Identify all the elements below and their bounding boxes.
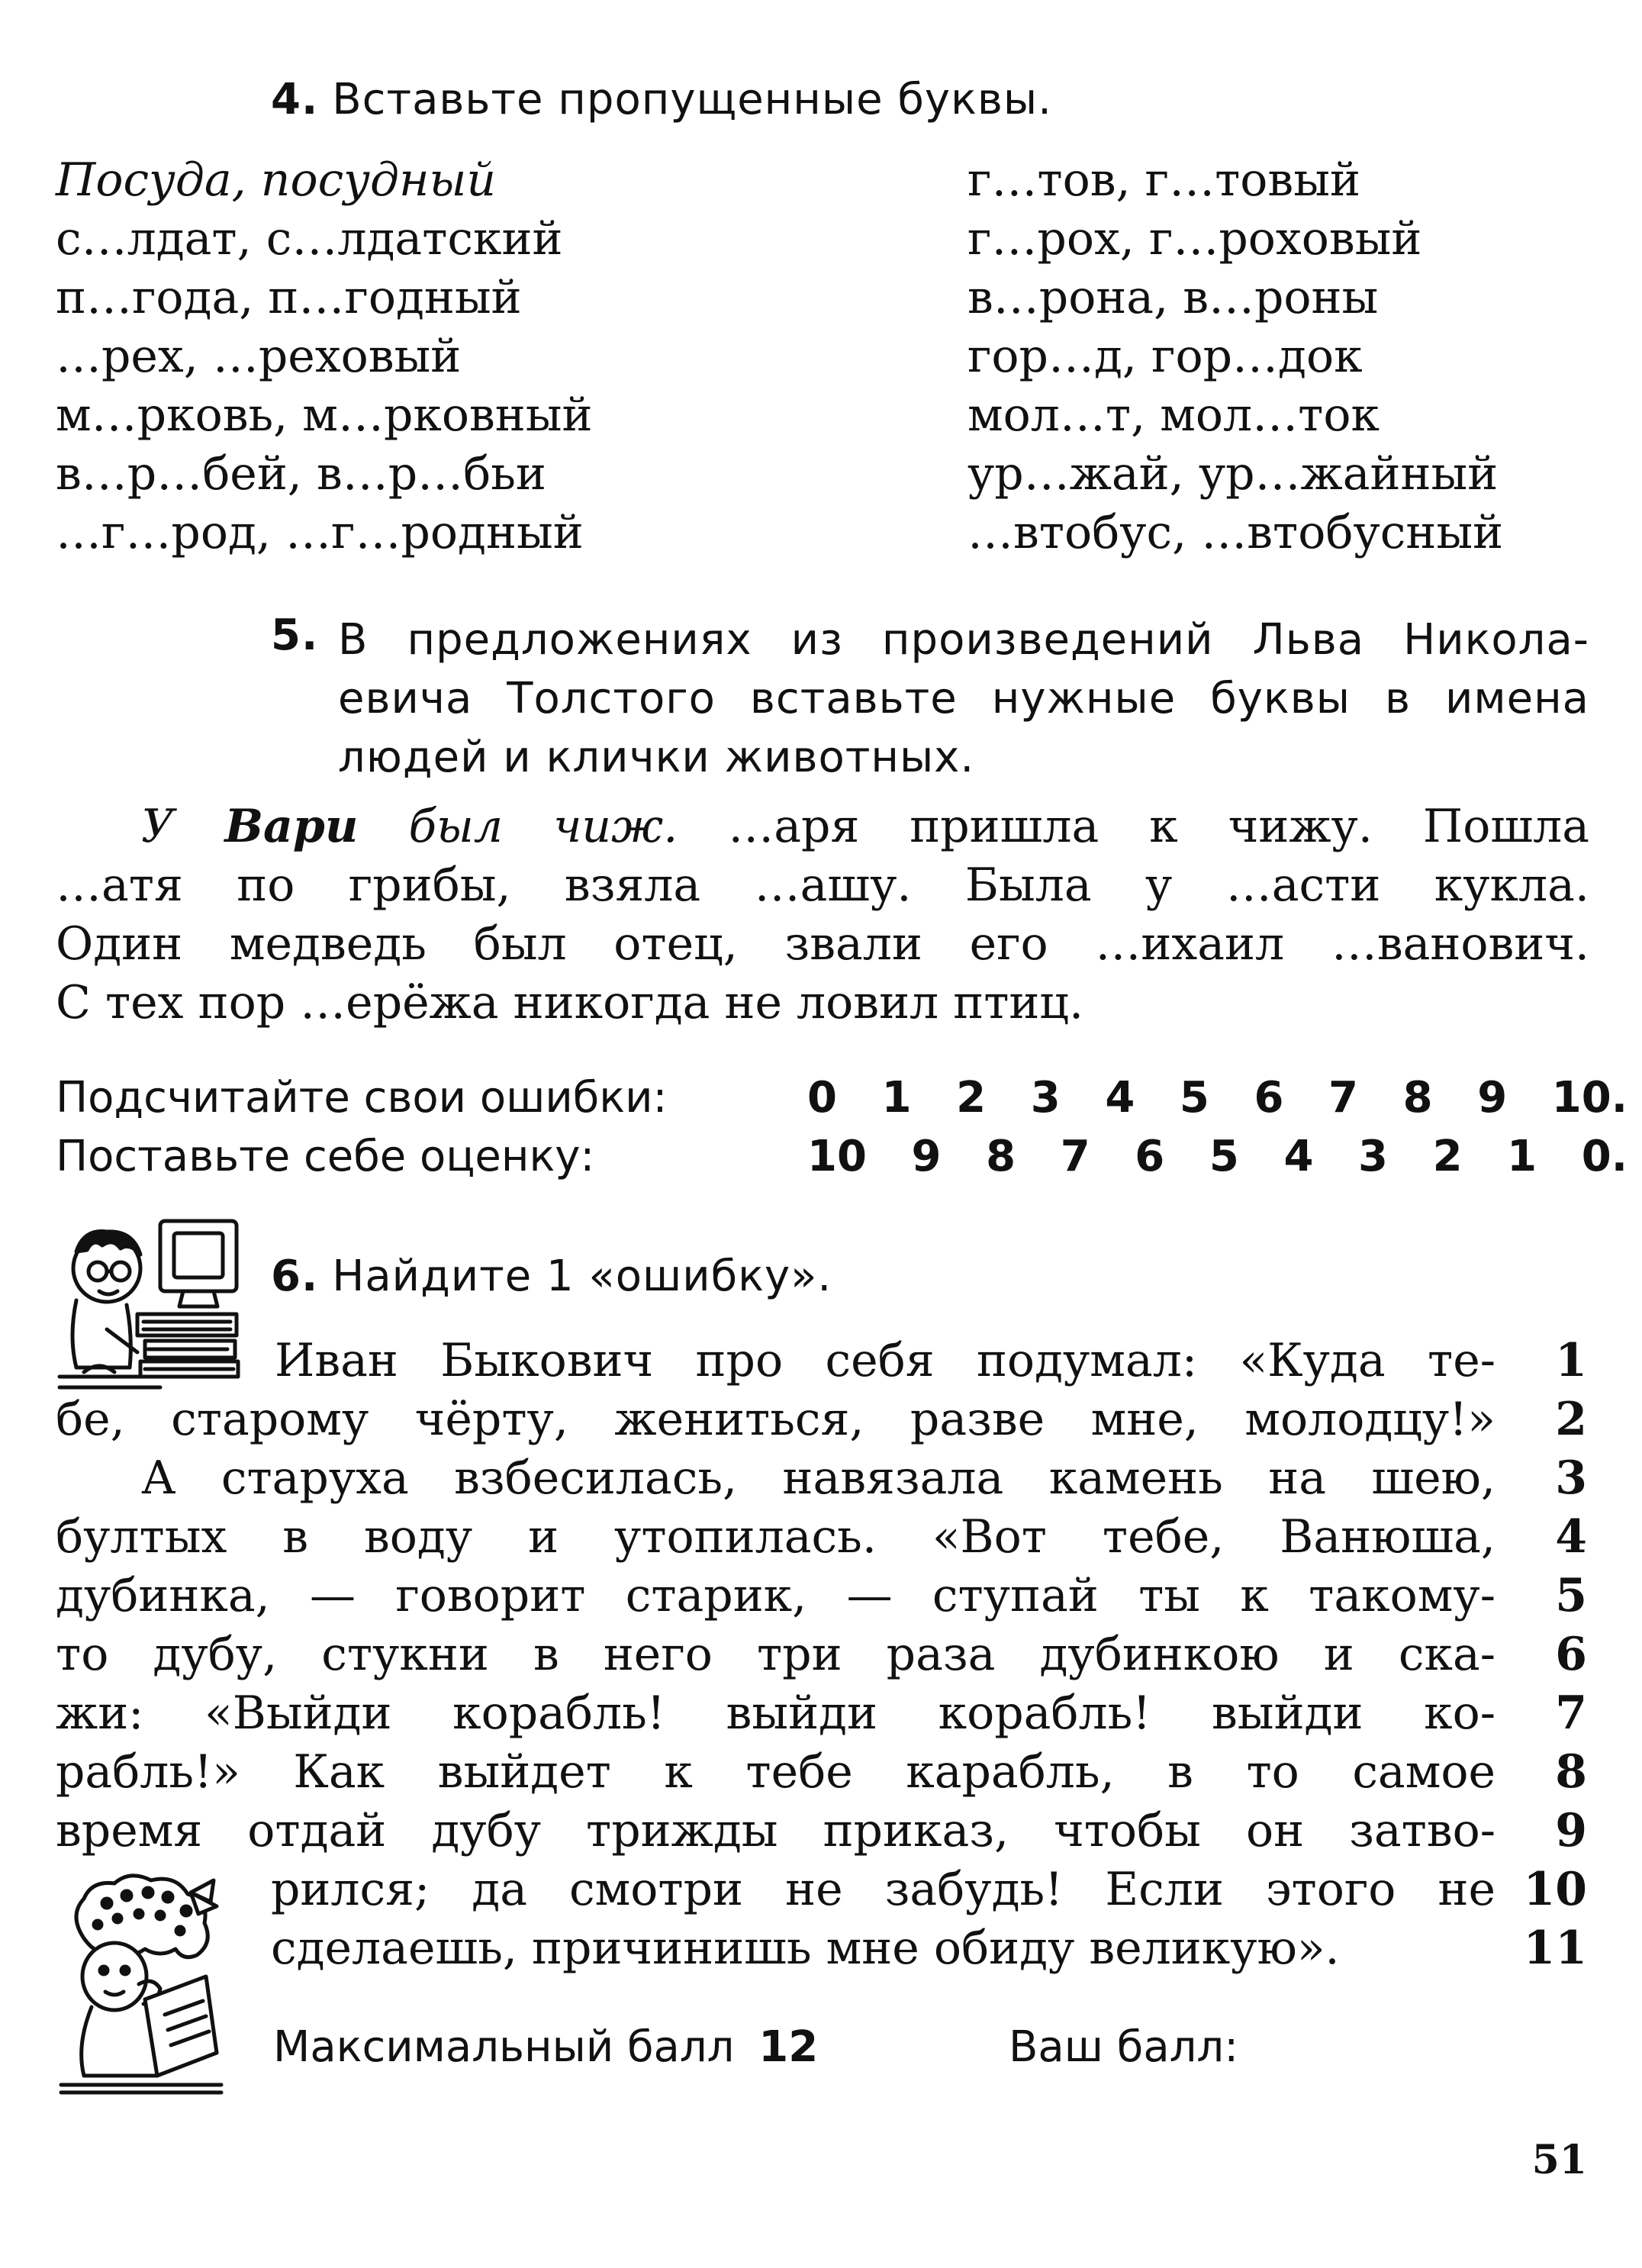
error-count: 2 xyxy=(956,1073,987,1123)
story-line: бултых в воду и утопилась. «Вот тебе, Ванюша, xyxy=(56,1510,1496,1564)
story-line: бе, старому чёрту, жениться, разве мне, молодцу!» xyxy=(56,1393,1496,1446)
line-number: 4 xyxy=(1555,1510,1587,1564)
word-pair: м…рковь, м…рковный xyxy=(56,388,593,442)
line-number: 7 xyxy=(1555,1687,1587,1740)
example-name: Вари xyxy=(224,800,359,853)
grade-value: 7 xyxy=(1060,1132,1090,1181)
error-count: 7 xyxy=(1328,1073,1359,1123)
story-line: рился; да смотри не забудь! Если этого не xyxy=(271,1863,1496,1916)
word-pair: Посуда, посудный xyxy=(56,153,497,207)
word-pair: …втобус, …втобусный xyxy=(967,506,1504,559)
line-number: 5 xyxy=(1555,1569,1587,1622)
grade-value: 8 xyxy=(986,1132,1016,1181)
line-number: 11 xyxy=(1523,1922,1587,1975)
word-pair: с…лдат, с…лдатский xyxy=(56,212,563,266)
word-pair: …рех, …реховый xyxy=(56,330,462,383)
story-line: дубинка, — говорит старик, — ступай ты к такому- xyxy=(56,1569,1496,1622)
story-line: жи: «Выйди корабль! выйди корабль! выйди ко- xyxy=(56,1687,1496,1740)
max-score-value: 12 xyxy=(758,2022,819,2072)
task6-title-text: Найдите 1 «ошибку». xyxy=(332,1252,832,1301)
instruction-line: В предложениях из произведений Льва Никола- xyxy=(338,615,1589,665)
error-count: 10. xyxy=(1551,1073,1628,1123)
error-count: 9 xyxy=(1477,1073,1508,1123)
line1-rest: …аря пришла к чижу. Пошла xyxy=(728,800,1589,853)
word-pair: гор…д, гор…док xyxy=(967,330,1363,383)
story-line: Иван Быкович про себя подумал: «Куда те- xyxy=(275,1334,1496,1387)
grade-value: 1 xyxy=(1507,1132,1537,1181)
line-number: 6 xyxy=(1555,1628,1587,1681)
task4-number: 4. xyxy=(271,75,319,124)
story-line: А старуха взбесилась, навязала камень на шею, xyxy=(141,1451,1496,1505)
word-pair: п…года, п…годный xyxy=(56,271,522,324)
grade-value: 3 xyxy=(1358,1132,1388,1181)
girl-reading-icon xyxy=(53,1870,237,2099)
your-score-label: Ваш балл: xyxy=(1009,2022,1239,2072)
text-line: С тех пор …ерёжа никогда не ловил птиц. xyxy=(56,976,1084,1029)
word-pair: мол…т, мол…ток xyxy=(967,388,1380,442)
max-score-label: Максимальный балл xyxy=(273,2022,735,2072)
task5-number-text: 5. xyxy=(271,610,319,660)
instruction-line: евича Толстого вставьте нужные буквы в имена xyxy=(338,674,1589,723)
word-pair: в…рона, в…роны xyxy=(967,271,1379,324)
line-number: 3 xyxy=(1555,1451,1587,1505)
instruction-line: людей и клички животных. xyxy=(338,733,975,782)
max-score xyxy=(273,2022,818,2072)
line-number: 9 xyxy=(1555,1804,1587,1857)
story-line: то дубу, стукни в него три раза дубинкою и ска- xyxy=(56,1628,1496,1681)
word-pair: ур…жай, ур…жайный xyxy=(967,447,1499,501)
grade-value: 4 xyxy=(1283,1132,1314,1181)
line-number: 1 xyxy=(1555,1334,1587,1387)
grades-label: Поставьте себе оценку: xyxy=(56,1132,595,1181)
grade-value: 6 xyxy=(1135,1132,1165,1181)
error-count: 8 xyxy=(1402,1073,1433,1123)
word-pair: г…рох, г…роховый xyxy=(967,212,1422,266)
error-count: 0 xyxy=(807,1073,837,1123)
line-number: 10 xyxy=(1523,1863,1587,1916)
errors-label: Подсчитайте свои ошибки: xyxy=(56,1073,668,1123)
story-line: сделаешь, причинишь мне обиду великую». xyxy=(271,1922,1340,1975)
line-number: 8 xyxy=(1555,1745,1587,1799)
page-number: 51 xyxy=(1531,2137,1587,2183)
word-pair: г…тов, г…товый xyxy=(967,153,1360,207)
grade-value: 10 xyxy=(807,1132,867,1181)
example-lead: У xyxy=(141,800,175,853)
word-pair: в…р…бей, в…р…бьи xyxy=(56,447,546,501)
your-score xyxy=(1009,2022,1238,2072)
error-count: 1 xyxy=(881,1073,912,1123)
line-number: 2 xyxy=(1555,1393,1587,1446)
error-count: 3 xyxy=(1030,1073,1061,1123)
grade-value: 2 xyxy=(1432,1132,1463,1181)
error-count: 4 xyxy=(1105,1073,1135,1123)
error-count: 5 xyxy=(1179,1073,1209,1123)
grade-value: 0. xyxy=(1581,1132,1628,1181)
text-line: …атя по грибы, взяла …ашу. Была у …асти кукла. xyxy=(56,859,1589,912)
grade-value: 5 xyxy=(1209,1132,1239,1181)
grade-value: 9 xyxy=(911,1132,942,1181)
task4-title-text: Вставьте пропущенные буквы. xyxy=(332,75,1052,124)
story-line: рабль!» Как выйдет к тебе карабль, в то самое xyxy=(56,1745,1496,1799)
error-count: 6 xyxy=(1254,1073,1284,1123)
word-pair: …г…род, …г…родный xyxy=(56,506,584,559)
story-line: время отдай дубу трижды приказ, чтобы он затво- xyxy=(56,1804,1496,1857)
example-rest: был чиж. xyxy=(408,800,678,853)
text-line: Один медведь был отец, звали его …ихаил …ванович. xyxy=(56,917,1589,971)
task6-number: 6. xyxy=(271,1252,319,1301)
